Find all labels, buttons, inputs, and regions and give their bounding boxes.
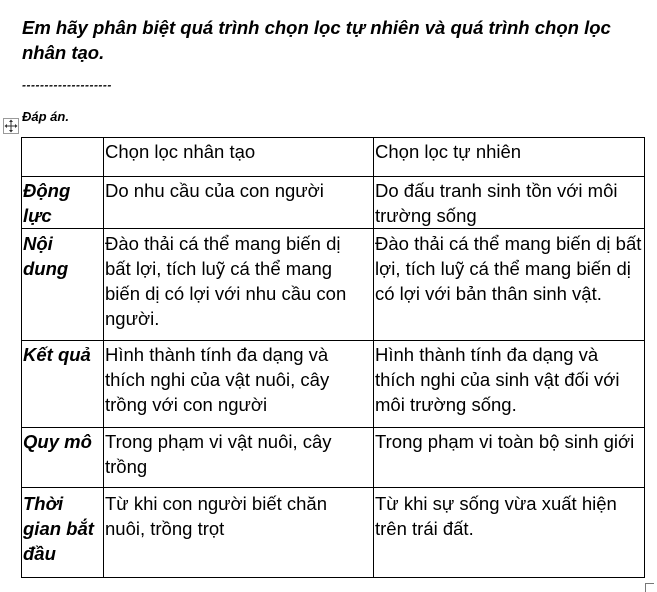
row-label-thoi-gian: Thời gian bắt đầu [22, 488, 104, 578]
resize-corner-icon[interactable] [645, 583, 654, 592]
answer-label: Đáp án. [22, 109, 69, 124]
table-header-row [22, 138, 645, 177]
table-header-cell-empty [22, 138, 104, 177]
cell-artificial: Do nhu cầu của con người [104, 177, 374, 229]
cell-artificial: Từ khi con người biết chăn nuôi, trồng trọt [104, 488, 374, 578]
divider-line: -------------------- [22, 78, 112, 92]
move-arrows-icon[interactable] [3, 118, 19, 134]
cell-artificial: Đào thải cá thể mang biến dị bất lợi, tích luỹ cá thể mang biến dị có lợi với nhu cầu con người. [104, 229, 374, 341]
cell-natural: Do đấu tranh sinh tồn với môi trường sống [374, 177, 645, 229]
table-row [22, 177, 645, 229]
table-row [22, 428, 645, 488]
cell-natural: Trong phạm vi toàn bộ sinh giới [374, 428, 645, 488]
cell-natural: Từ khi sự sống vừa xuất hiện trên trái đất. [374, 488, 645, 578]
cell-natural: Hình thành tính đa dạng và thích nghi của sinh vật đối với môi trường sống. [374, 341, 645, 428]
comparison-table [21, 137, 645, 578]
table-row [22, 229, 645, 341]
row-label-quy-mo: Quy mô [22, 428, 104, 488]
row-label-noi-dung: Nội dung [22, 229, 104, 341]
table-row [22, 488, 645, 578]
cell-natural: Đào thải cá thể mang biến dị bất lợi, tích luỹ cá thể mang biến dị có lợi với bản thân sinh vật. [374, 229, 645, 341]
cell-artificial: Trong phạm vi vật nuôi, cây trồng [104, 428, 374, 488]
table-header-artificial: Chọn lọc nhân tạo [104, 138, 374, 177]
table-header-natural: Chọn lọc tự nhiên [374, 138, 645, 177]
table-row [22, 341, 645, 428]
row-label-dong-luc: Động lực [22, 177, 104, 229]
question-text: Em hãy phân biệt quá trình chọn lọc tự nhiên và quá trình chọn lọc nhân tạo. [22, 17, 611, 63]
row-label-ket-qua: Kết quả [22, 341, 104, 428]
cell-artificial: Hình thành tính đa dạng và thích nghi của vật nuôi, cây trồng với con người [104, 341, 374, 428]
